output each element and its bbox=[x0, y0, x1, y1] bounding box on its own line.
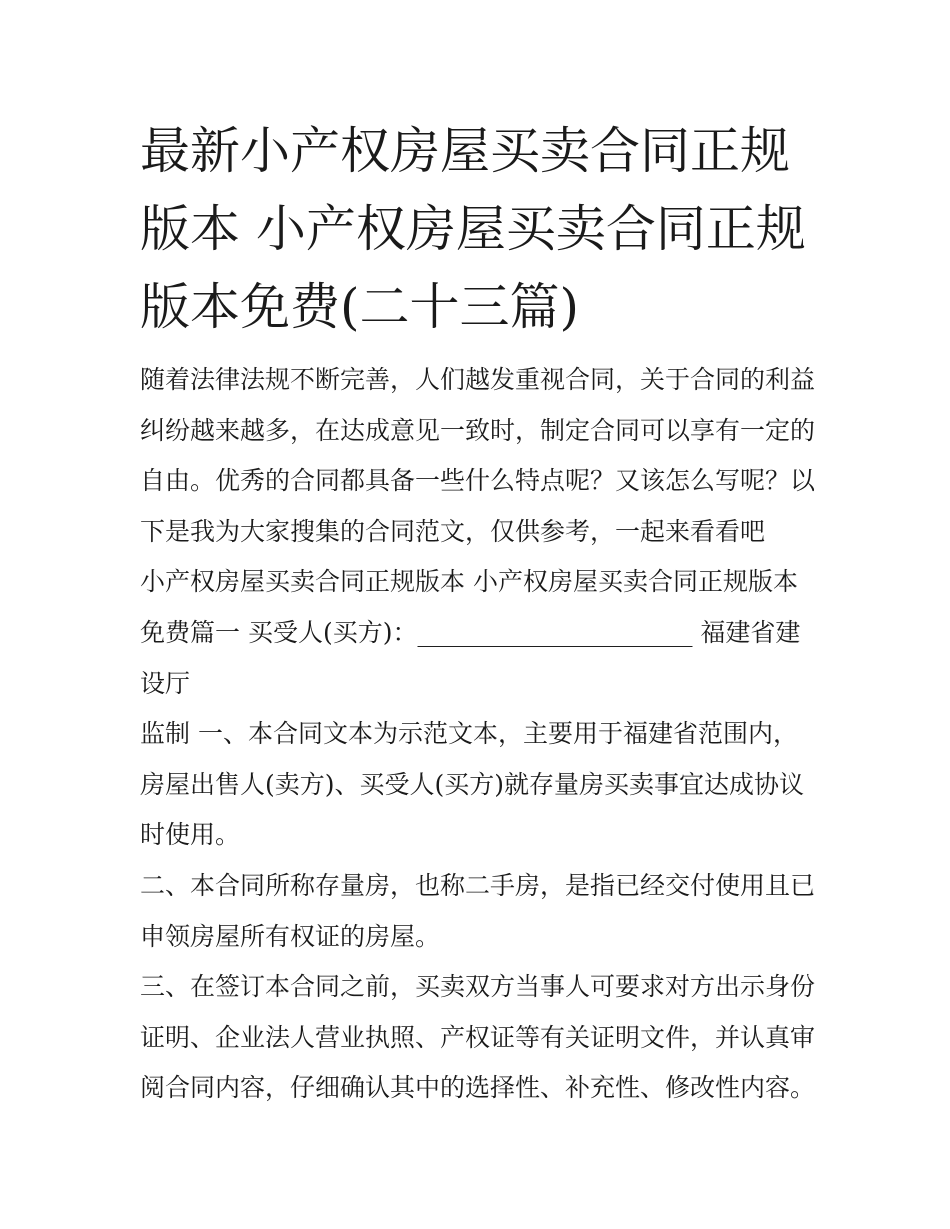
body-line: 监制 一、本合同文本为示范文本，主要用于福建省范围内， bbox=[140, 719, 798, 749]
body-line: 申领房屋所有权证的房屋。 bbox=[140, 921, 441, 951]
body-line: 时使用。 bbox=[140, 820, 241, 850]
title-line: 最新小产权房屋买卖合同正规 bbox=[140, 122, 790, 180]
body-line: 三、在签订本合同之前，买卖双方当事人可要求对方出示身份 bbox=[140, 972, 816, 1002]
title-line: 版本 小产权房屋买卖合同正规 bbox=[140, 200, 806, 258]
title-line: 版本免费(二十三篇) bbox=[140, 278, 580, 336]
body-line: 设厅 bbox=[140, 668, 191, 698]
body-line: 房屋出售人(卖方)、买受人(买方)就存量房买卖事宜达成协议 bbox=[140, 769, 805, 799]
body-line: 证明、企业法人营业执照、产权证等有关证明文件，并认真审 bbox=[140, 1022, 816, 1052]
body-line: 纠纷越来越多，在达成意见一致时，制定合同可以享有一定的 bbox=[140, 415, 816, 445]
body-line: 下是我为大家搜集的合同范文，仅供参考，一起来看看吧 bbox=[140, 516, 766, 546]
body-line: 阅合同内容，仔细确认其中的选择性、补充性、修改性内容。 bbox=[140, 1073, 816, 1103]
document-body bbox=[140, 355, 830, 1114]
body-line: 自由。优秀的合同都具备一些什么特点呢？又该怎么写呢？以 bbox=[140, 466, 816, 496]
document-title bbox=[140, 112, 820, 346]
body-line: 免费篇一 买受人(买方)：______________________ 福建省建 bbox=[140, 617, 801, 647]
body-line: 小产权房屋买卖合同正规版本 小产权房屋买卖合同正规版本 bbox=[140, 567, 798, 597]
body-line: 随着法律法规不断完善，人们越发重视合同，关于合同的利益 bbox=[140, 365, 816, 394]
body-line: 二、本合同所称存量房，也称二手房，是指已经交付使用且已 bbox=[140, 870, 816, 900]
